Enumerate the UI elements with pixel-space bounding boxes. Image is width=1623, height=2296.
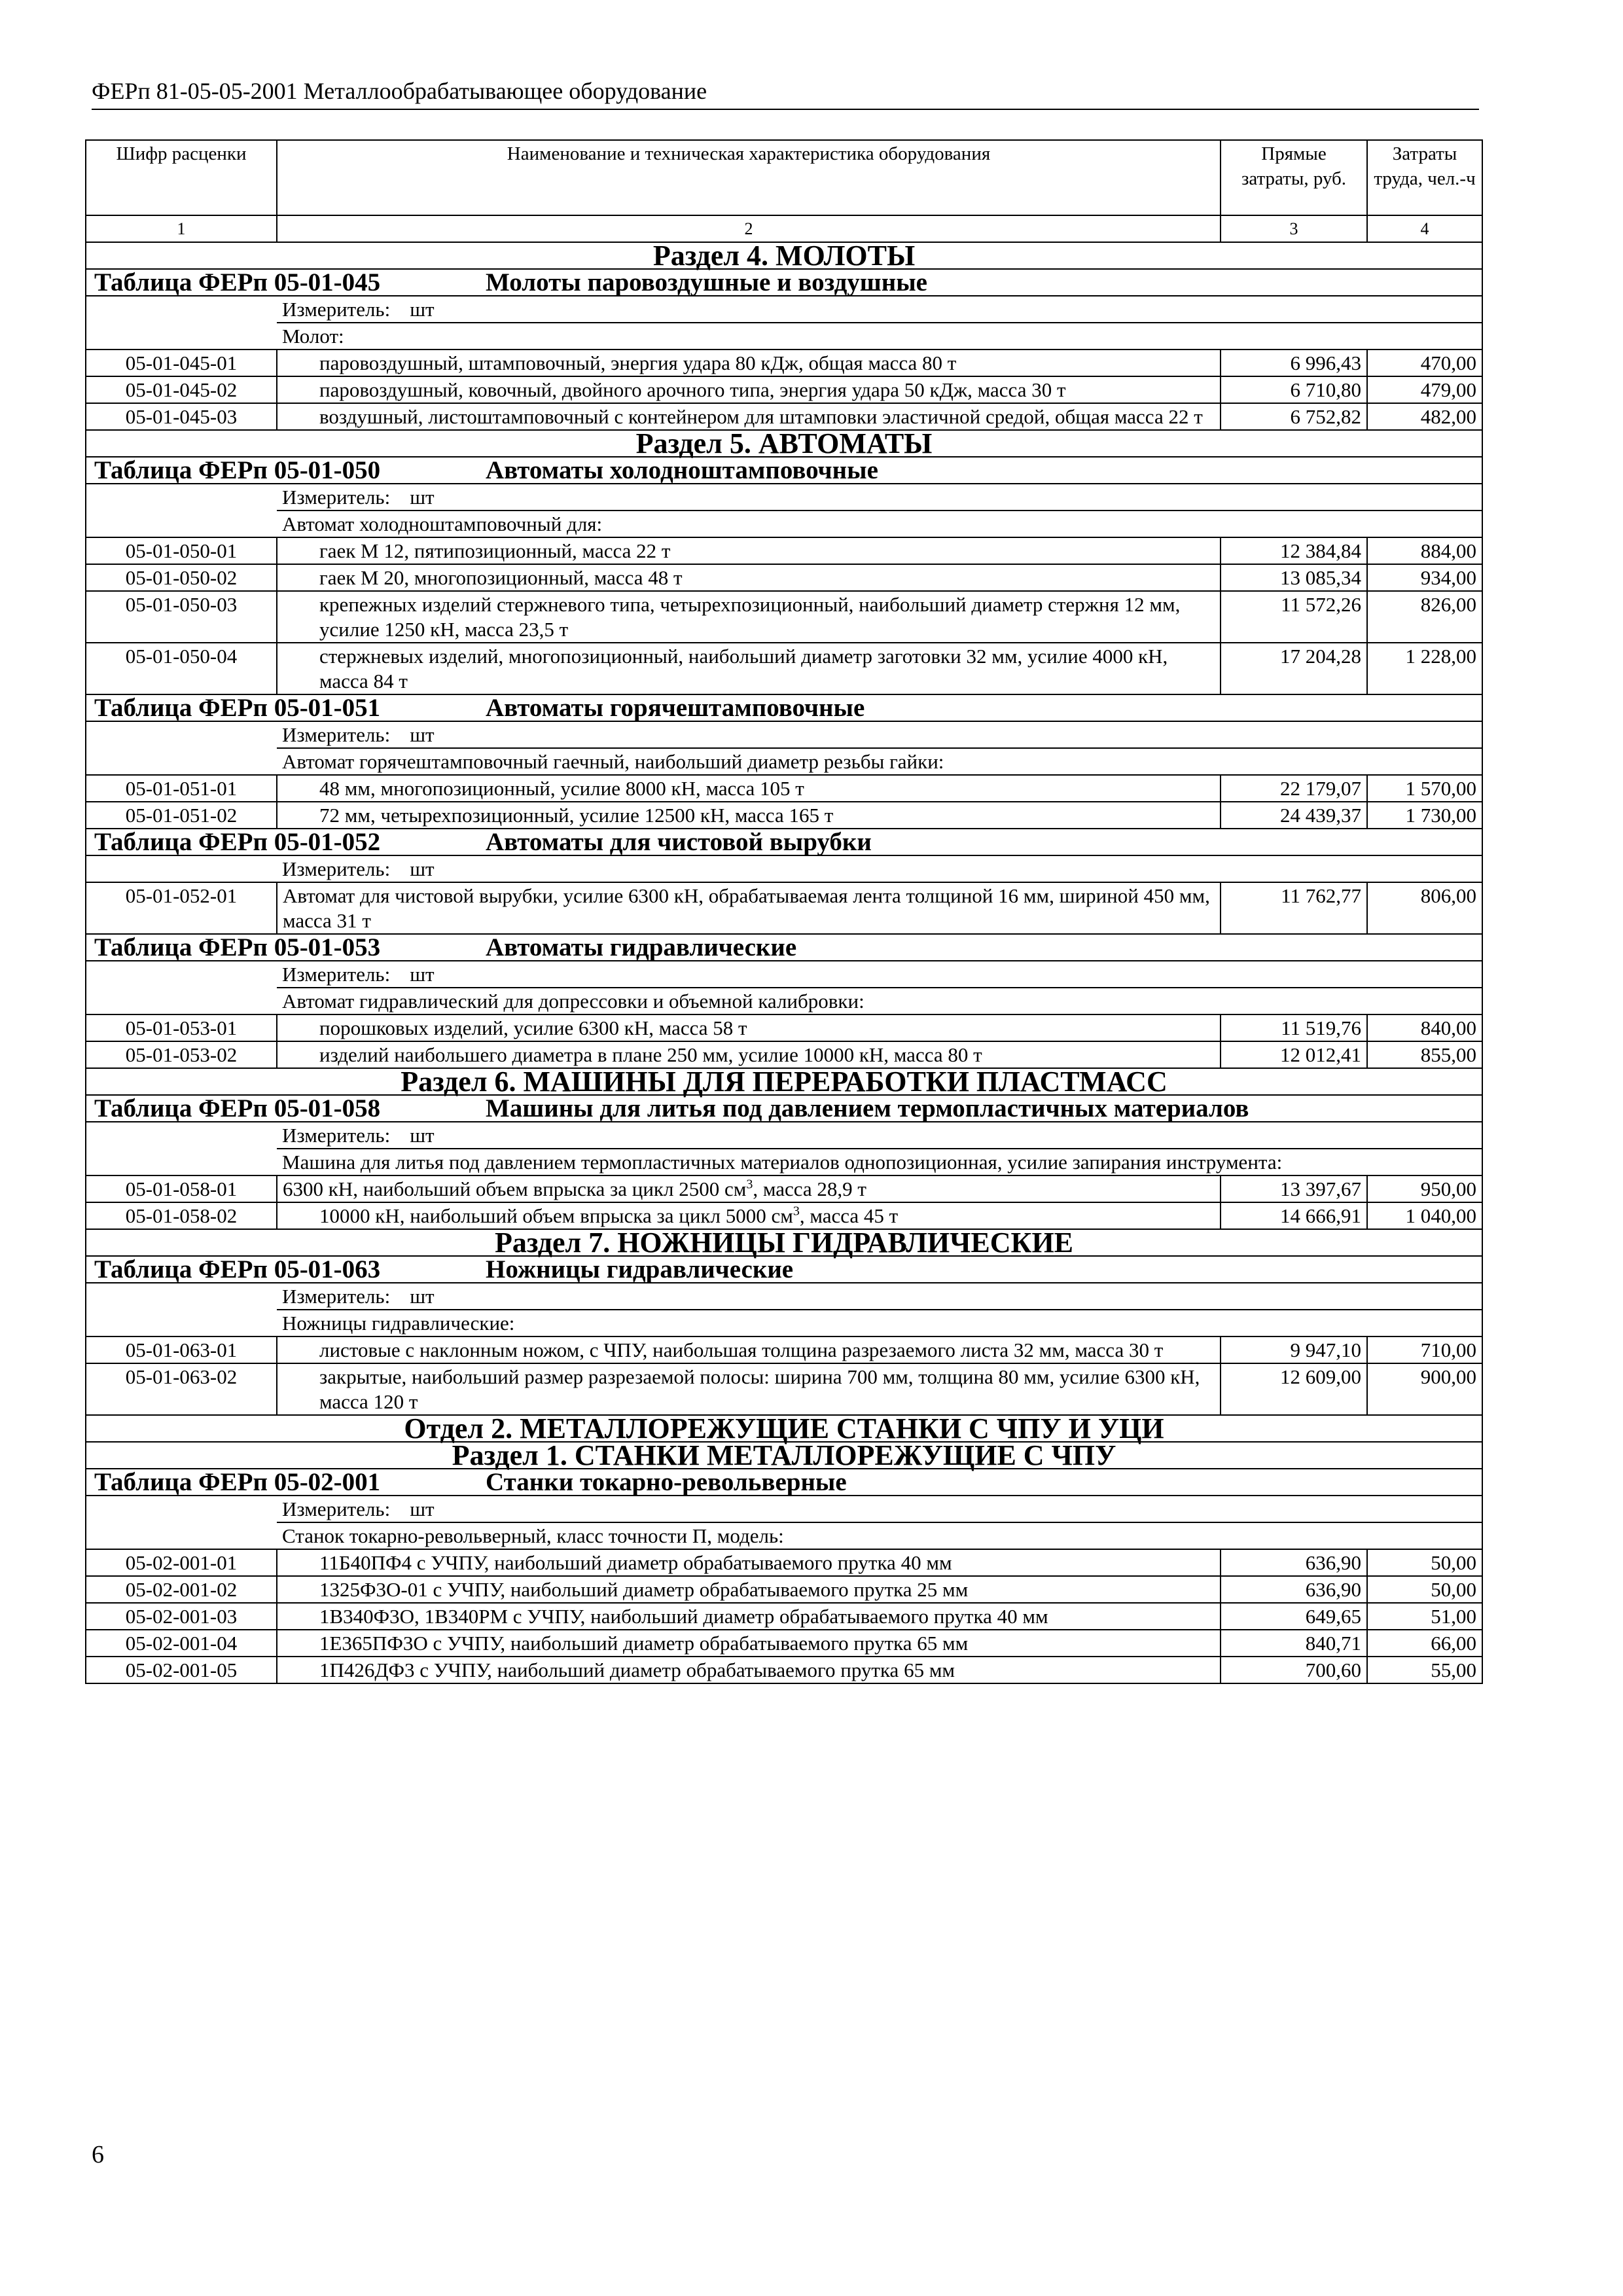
superscript: 3 [746, 1177, 753, 1192]
table-title-row [86, 1469, 1482, 1496]
labor-cost: 934,00 [1367, 564, 1482, 591]
labor-cost: 710,00 [1367, 1336, 1482, 1363]
direct-cost: 11 572,26 [1221, 591, 1367, 643]
rate-code: 05-01-052-01 [86, 882, 277, 934]
labor-cost: 806,00 [1367, 882, 1482, 934]
table-code: Таблица ФЕРп 05-01-050 [94, 456, 381, 484]
rate-description: паровоздушный, ковочный, двойного арочного типа, энергия удара 50 кДж, масса 30 т [319, 378, 1066, 401]
table-row [86, 350, 1482, 376]
labor-cost: 479,00 [1367, 376, 1482, 403]
direct-cost: 700,60 [1221, 1657, 1367, 1683]
rate-description: 1Е365ПФ3О с УЧПУ, наибольший диаметр обрабатываемого прутка 65 мм [319, 1632, 969, 1655]
table-code: Таблица ФЕРп 05-02-001 [94, 1468, 381, 1496]
rate-description-cell [277, 1603, 1221, 1630]
measure-unit: шт [410, 1124, 435, 1147]
labor-cost: 55,00 [1367, 1657, 1482, 1683]
column-number: 4 [1367, 215, 1482, 242]
header-code: Шифр расценки [86, 140, 277, 215]
labor-cost: 1 730,00 [1367, 802, 1482, 829]
table-row [86, 376, 1482, 403]
table-title-row [86, 934, 1482, 961]
labor-cost: 1 228,00 [1367, 643, 1482, 694]
table-row [86, 882, 1482, 934]
group-row [86, 323, 1482, 350]
rate-description-cell [277, 643, 1221, 694]
empty-cell [86, 296, 277, 323]
empty-cell [86, 323, 277, 350]
rate-description: гаек М 12, пятипозиционный, масса 22 т [319, 539, 671, 562]
rate-description-cell [277, 591, 1221, 643]
table-title-cell [86, 694, 1482, 721]
table-row [86, 1657, 1482, 1683]
rate-code: 05-01-053-02 [86, 1041, 277, 1068]
section-heading-row [86, 242, 1482, 269]
rate-code: 05-02-001-02 [86, 1576, 277, 1603]
measure-label: Измеритель: [282, 723, 391, 746]
table-row [86, 1014, 1482, 1041]
rate-description-cell [277, 1014, 1221, 1041]
measure-cell [277, 961, 1482, 988]
section-heading-row [86, 430, 1482, 457]
rate-description-tail: , масса 28,9 т [753, 1177, 866, 1200]
rate-description: 11Б40ПФ4 с УЧПУ, наибольший диаметр обрабатываемого прутка 40 мм [319, 1551, 952, 1574]
table-row [86, 1363, 1482, 1415]
direct-cost: 12 609,00 [1221, 1363, 1367, 1415]
measure-row [86, 855, 1482, 882]
table-title-row [86, 829, 1482, 855]
table-row [86, 643, 1482, 694]
rate-description: Автомат для чистовой вырубки, усилие 6300 кН, обрабатываемая лента толщиной 16 мм, шириной 450 мм, масса 31 т [283, 884, 1210, 932]
table-row [86, 1549, 1482, 1576]
empty-cell [86, 748, 277, 775]
table-title-row [86, 457, 1482, 484]
measure-row [86, 1283, 1482, 1310]
measure-cell [277, 484, 1482, 511]
rate-description-cell [277, 1202, 1221, 1229]
table-row [86, 1202, 1482, 1229]
table-title-cell [86, 269, 1482, 296]
rate-description-cell [277, 537, 1221, 564]
empty-cell [86, 484, 277, 511]
table-title: Станки токарно-револьверные [486, 1468, 847, 1496]
labor-cost: 66,00 [1367, 1630, 1482, 1657]
rate-description: гаек М 20, многопозиционный, масса 48 т [319, 566, 683, 589]
table-header-row [86, 140, 1482, 215]
measure-cell [277, 855, 1482, 882]
rate-code: 05-02-001-05 [86, 1657, 277, 1683]
labor-cost: 900,00 [1367, 1363, 1482, 1415]
direct-cost: 11 519,76 [1221, 1014, 1367, 1041]
section-heading-row [86, 1229, 1482, 1256]
section-heading-row [86, 1442, 1482, 1469]
group-row [86, 1149, 1482, 1175]
rate-description: листовые с наклонным ножом, с ЧПУ, наибольшая толщина разрезаемого листа 32 мм, масса 30 т [319, 1338, 1164, 1361]
empty-cell [86, 855, 277, 882]
direct-cost: 6 710,80 [1221, 376, 1367, 403]
rate-code: 05-01-045-03 [86, 403, 277, 430]
group-row [86, 511, 1482, 537]
rate-description: порошковых изделий, усилие 6300 кН, масса 58 т [319, 1016, 747, 1039]
group-label: Станок токарно-револьверный, класс точности П, модель: [277, 1522, 1482, 1549]
rate-description-cell [277, 564, 1221, 591]
table-row [86, 1630, 1482, 1657]
measure-unit: шт [410, 1498, 435, 1520]
rate-description: 48 мм, многопозиционный, усилие 8000 кН, масса 105 т [319, 777, 804, 800]
measure-cell [277, 721, 1482, 748]
direct-cost: 24 439,37 [1221, 802, 1367, 829]
measure-label: Измеритель: [282, 857, 391, 880]
rate-description-cell [277, 403, 1221, 430]
rate-description-cell [277, 1630, 1221, 1657]
section-heading: Раздел 5. АВТОМАТЫ [86, 430, 1482, 457]
rate-code: 05-01-058-01 [86, 1175, 277, 1202]
empty-cell [86, 961, 277, 988]
table-row [86, 591, 1482, 643]
empty-cell [86, 1496, 277, 1522]
rates-table [85, 139, 1483, 1684]
rate-description: паровоздушный, штамповочный, энергия удара 80 кДж, общая масса 80 т [319, 351, 957, 374]
measure-row [86, 296, 1482, 323]
group-label: Молот: [277, 323, 1482, 350]
group-label: Ножницы гидравлические: [277, 1310, 1482, 1336]
measure-row [86, 484, 1482, 511]
table-row [86, 1336, 1482, 1363]
labor-cost: 840,00 [1367, 1014, 1482, 1041]
rate-description-cell [277, 775, 1221, 802]
rate-description: 10000 кН, наибольший объем впрыска за цикл 5000 см [319, 1204, 793, 1227]
rate-code: 05-01-058-02 [86, 1202, 277, 1229]
rate-description-cell [277, 376, 1221, 403]
measure-unit: шт [410, 1285, 435, 1308]
table-title-cell [86, 829, 1482, 855]
rate-description: закрытые, наибольший размер разрезаемой полосы: ширина 700 мм, толщина 80 мм, усилие 6300 кН, масса 120 т [319, 1365, 1200, 1413]
rate-description: 6300 кН, наибольший объем впрыска за цикл 2500 см [283, 1177, 747, 1200]
table-row [86, 564, 1482, 591]
table-title-cell [86, 457, 1482, 484]
rate-description: крепежных изделий стержневого типа, четырехпозиционный, наибольший диаметр стержня 12 мм, усилие 1250 кН, масса 23,5 т [319, 593, 1181, 641]
measure-row [86, 721, 1482, 748]
measure-label: Измеритель: [282, 486, 391, 509]
labor-cost: 50,00 [1367, 1549, 1482, 1576]
table-row [86, 1041, 1482, 1068]
measure-label: Измеритель: [282, 298, 391, 321]
direct-cost: 13 085,34 [1221, 564, 1367, 591]
column-number: 3 [1221, 215, 1367, 242]
group-label: Машина для литья под давлением термопластичных материалов однопозиционная, усилие запирания инструмента: [277, 1149, 1482, 1175]
measure-label: Измеритель: [282, 1498, 391, 1520]
section-heading: Отдел 2. МЕТАЛЛОРЕЖУЩИЕ СТАНКИ С ЧПУ И УЦИ [86, 1415, 1482, 1442]
direct-cost: 636,90 [1221, 1549, 1367, 1576]
table-row [86, 403, 1482, 430]
table-code: Таблица ФЕРп 05-01-063 [94, 1255, 381, 1283]
rate-code: 05-02-001-01 [86, 1549, 277, 1576]
labor-cost: 1 040,00 [1367, 1202, 1482, 1229]
labor-cost: 51,00 [1367, 1603, 1482, 1630]
rate-description-cell [277, 1657, 1221, 1683]
group-label: Автомат горячештамповочный гаечный, наибольший диаметр резьбы гайки: [277, 748, 1482, 775]
direct-cost: 12 012,41 [1221, 1041, 1367, 1068]
labor-cost: 950,00 [1367, 1175, 1482, 1202]
rate-description: воздушный, листоштамповочный с контейнером для штамповки эластичной средой, общая масса 22 т [319, 405, 1203, 428]
rate-code: 05-01-063-02 [86, 1363, 277, 1415]
rate-description-cell [277, 882, 1221, 934]
empty-cell [86, 1149, 277, 1175]
measure-cell [277, 1122, 1482, 1149]
rate-description: стержневых изделий, многопозиционный, наибольший диаметр заготовки 32 мм, усилие 4000 кН, масса 84 т [319, 645, 1168, 692]
direct-cost: 17 204,28 [1221, 643, 1367, 694]
rate-description: 1В340Ф3О, 1В340РМ с УЧПУ, наибольший диаметр обрабатываемого прутка 40 мм [319, 1605, 1048, 1628]
direct-cost: 14 666,91 [1221, 1202, 1367, 1229]
rate-code: 05-02-001-03 [86, 1603, 277, 1630]
empty-cell [86, 511, 277, 537]
section-heading-row [86, 1068, 1482, 1095]
rate-description-cell [277, 1041, 1221, 1068]
measure-unit: шт [410, 486, 435, 509]
rate-description-cell [277, 350, 1221, 376]
table-code: Таблица ФЕРп 05-01-058 [94, 1094, 381, 1122]
section-heading: Раздел 7. НОЖНИЦЫ ГИДРАВЛИЧЕСКИЕ [86, 1229, 1482, 1256]
table-title-row [86, 1256, 1482, 1283]
rate-description-cell [277, 1175, 1221, 1202]
table-row [86, 802, 1482, 829]
direct-cost: 22 179,07 [1221, 775, 1367, 802]
group-label: Автомат холодноштамповочный для: [277, 511, 1482, 537]
rate-description: изделий наибольшего диаметра в плане 250 мм, усилие 10000 кН, масса 80 т [319, 1043, 982, 1066]
section-heading-row [86, 1415, 1482, 1442]
rate-code: 05-01-051-01 [86, 775, 277, 802]
rate-code: 05-01-050-04 [86, 643, 277, 694]
table-title: Автоматы холодноштамповочные [486, 456, 878, 484]
column-number: 1 [86, 215, 277, 242]
table-code: Таблица ФЕРп 05-01-053 [94, 933, 381, 961]
direct-cost: 6 996,43 [1221, 350, 1367, 376]
rate-code: 05-02-001-04 [86, 1630, 277, 1657]
superscript: 3 [793, 1204, 800, 1219]
measure-label: Измеритель: [282, 1285, 391, 1308]
rate-description-cell [277, 1576, 1221, 1603]
measure-unit: шт [410, 857, 435, 880]
rate-code: 05-01-050-03 [86, 591, 277, 643]
rate-code: 05-01-051-02 [86, 802, 277, 829]
measure-cell [277, 1283, 1482, 1310]
direct-cost: 13 397,67 [1221, 1175, 1367, 1202]
page-number: 6 [92, 2141, 104, 2168]
table-row [86, 1603, 1482, 1630]
table-title: Ножницы гидравлические [486, 1255, 794, 1283]
rate-description-cell [277, 1336, 1221, 1363]
measure-unit: шт [410, 298, 435, 321]
table-title-row [86, 269, 1482, 296]
rate-code: 05-01-050-01 [86, 537, 277, 564]
table-title: Молоты паровоздушные и воздушные [486, 268, 927, 296]
empty-cell [86, 988, 277, 1014]
rate-description-cell [277, 1363, 1221, 1415]
running-head: ФЕРп 81-05-05-2001 Металлообрабатывающее оборудование [92, 78, 707, 104]
direct-cost: 11 762,77 [1221, 882, 1367, 934]
header-labor: Затраты труда, чел.-ч [1367, 140, 1482, 215]
empty-cell [86, 1310, 277, 1336]
empty-cell [86, 1122, 277, 1149]
header-rule [92, 109, 1479, 110]
rate-code: 05-01-053-01 [86, 1014, 277, 1041]
column-number: 2 [277, 215, 1221, 242]
table-row [86, 1576, 1482, 1603]
rate-description-tail: , масса 45 т [799, 1204, 899, 1227]
section-heading: Раздел 6. МАШИНЫ ДЛЯ ПЕРЕРАБОТКИ ПЛАСТМАСС [86, 1068, 1482, 1095]
group-row [86, 1310, 1482, 1336]
group-label: Автомат гидравлический для допрессовки и объемной калибровки: [277, 988, 1482, 1014]
measure-cell [277, 1496, 1482, 1522]
column-number-row [86, 215, 1482, 242]
measure-row [86, 1496, 1482, 1522]
labor-cost: 50,00 [1367, 1576, 1482, 1603]
measure-label: Измеритель: [282, 1124, 391, 1147]
rate-code: 05-01-045-02 [86, 376, 277, 403]
measure-label: Измеритель: [282, 963, 391, 986]
table-row [86, 775, 1482, 802]
rate-description-cell [277, 1549, 1221, 1576]
table-title-cell [86, 934, 1482, 961]
direct-cost: 6 752,82 [1221, 403, 1367, 430]
table-title: Автоматы горячештамповочные [486, 694, 865, 722]
measure-row [86, 1122, 1482, 1149]
empty-cell [86, 721, 277, 748]
direct-cost: 9 947,10 [1221, 1336, 1367, 1363]
rate-description: 1П426ДФ3 с УЧПУ, наибольший диаметр обрабатываемого прутка 65 мм [319, 1659, 955, 1681]
rate-description-cell [277, 802, 1221, 829]
header-direct-cost: Прямые затраты, руб. [1221, 140, 1367, 215]
labor-cost: 470,00 [1367, 350, 1482, 376]
direct-cost: 12 384,84 [1221, 537, 1367, 564]
header-description: Наименование и техническая характеристика оборудования [277, 140, 1221, 215]
direct-cost: 840,71 [1221, 1630, 1367, 1657]
direct-cost: 649,65 [1221, 1603, 1367, 1630]
group-row [86, 1522, 1482, 1549]
measure-unit: шт [410, 963, 435, 986]
measure-cell [277, 296, 1482, 323]
rate-code: 05-01-063-01 [86, 1336, 277, 1363]
labor-cost: 1 570,00 [1367, 775, 1482, 802]
empty-cell [86, 1522, 277, 1549]
measure-unit: шт [410, 723, 435, 746]
group-row [86, 988, 1482, 1014]
table-title-cell [86, 1469, 1482, 1496]
table-title: Автоматы гидравлические [486, 933, 797, 961]
table-title: Автоматы для чистовой вырубки [486, 828, 872, 856]
rate-code: 05-01-050-02 [86, 564, 277, 591]
table-title-row [86, 694, 1482, 721]
rate-description: 1325Ф3О-01 с УЧПУ, наибольший диаметр обрабатываемого прутка 25 мм [319, 1578, 969, 1601]
rate-code: 05-01-045-01 [86, 350, 277, 376]
table-code: Таблица ФЕРп 05-01-051 [94, 694, 381, 722]
section-heading: Раздел 1. СТАНКИ МЕТАЛЛОРЕЖУЩИЕ С ЧПУ [86, 1442, 1482, 1469]
table-row [86, 537, 1482, 564]
empty-cell [86, 1283, 277, 1310]
table-code: Таблица ФЕРп 05-01-045 [94, 268, 381, 296]
group-row [86, 748, 1482, 775]
table-row [86, 1175, 1482, 1202]
labor-cost: 826,00 [1367, 591, 1482, 643]
measure-row [86, 961, 1482, 988]
section-heading: Раздел 4. МОЛОТЫ [86, 242, 1482, 269]
table-title-cell [86, 1256, 1482, 1283]
labor-cost: 884,00 [1367, 537, 1482, 564]
rate-description: 72 мм, четырехпозиционный, усилие 12500 кН, масса 165 т [319, 804, 834, 827]
direct-cost: 636,90 [1221, 1576, 1367, 1603]
table-title: Машины для литья под давлением термопластичных материалов [486, 1094, 1249, 1122]
table-code: Таблица ФЕРп 05-01-052 [94, 828, 381, 856]
table-title-cell [86, 1095, 1482, 1122]
table-title-row [86, 1095, 1482, 1122]
labor-cost: 855,00 [1367, 1041, 1482, 1068]
labor-cost: 482,00 [1367, 403, 1482, 430]
